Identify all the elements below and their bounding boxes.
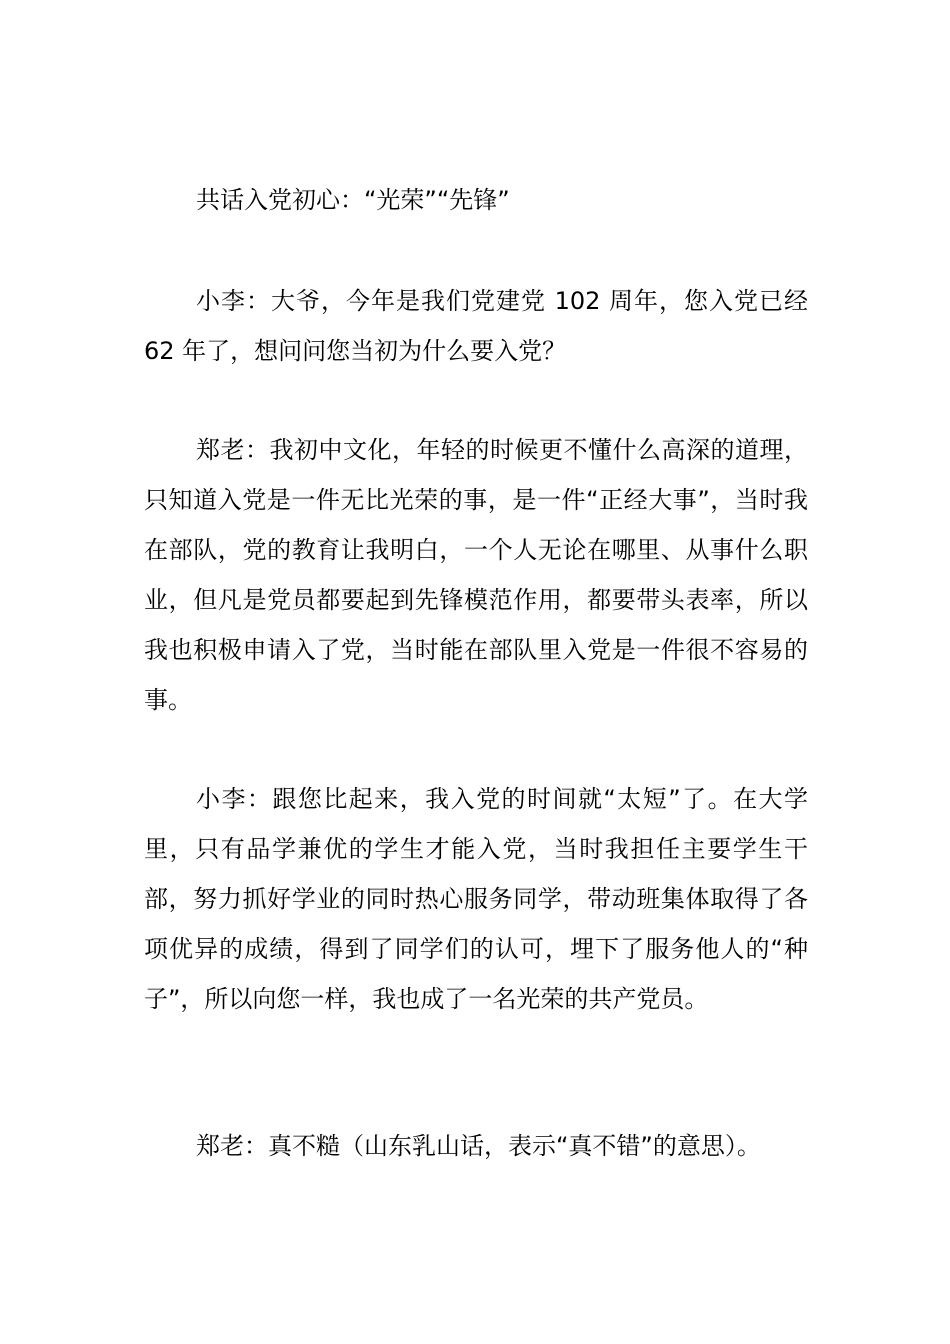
dialogue-paragraph-1: 小李：大爷，今年是我们党建党 102 周年，您入党已经 62 年了，想问问您当初为什么要入党？ bbox=[144, 287, 808, 365]
dialogue-paragraph-2: 郑老：我初中文化，年轻的时候更不懂什么高深的道理，只知道入党是一件无比光荣的事，是一件“正经大事”，当时我在部队，党的教育让我明白，一个人无论在哪里、从事什么职业，但凡是党员都要起到先锋模范作用，都要带头表率，所以我也积极申请入了党，当时能在部队里入党是一件很不容易的事。 bbox=[144, 436, 808, 714]
document-title: 共话入党初心：“光荣”“先锋” bbox=[196, 186, 510, 214]
dialogue-paragraph-3: 小李：跟您比起来，我入党的时间就“太短”了。在大学里，只有品学兼优的学生才能入党，当时我担任主要学生干部，努力抓好学业的同时热心服务同学，带动班集体取得了各项优异的成绩，得到了同学们的认可，埋下了服务他人的“种子”，所以向您一样，我也成了一名光荣的共产党员。 bbox=[144, 785, 808, 1013]
dialogue-paragraph-4: 郑老：真不糙（山东乳山话，表示“真不错”的意思）。 bbox=[196, 1132, 761, 1160]
